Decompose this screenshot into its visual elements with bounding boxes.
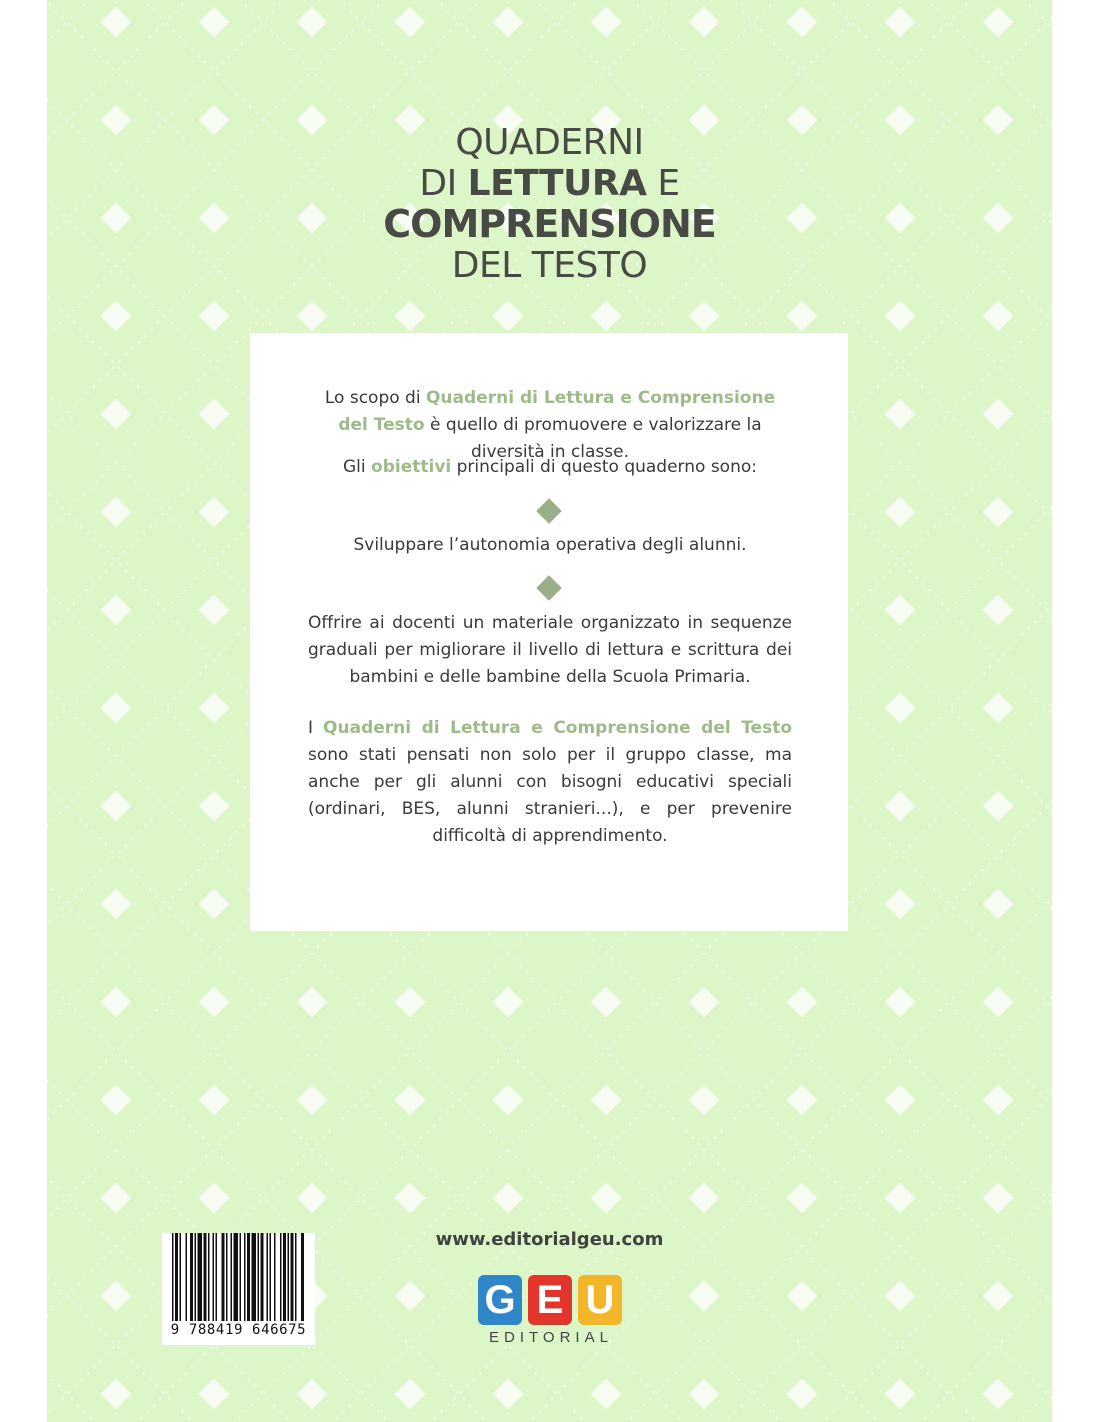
pattern-diamond <box>590 986 621 1017</box>
pattern-diamond <box>884 594 915 625</box>
title-line-4: DEL TESTO <box>451 245 648 286</box>
pattern-diamond <box>982 6 1013 37</box>
book-title <box>47 122 1052 286</box>
pattern-diamond <box>590 1182 621 1213</box>
pattern-diamond <box>100 594 131 625</box>
pattern-diamond <box>982 790 1013 821</box>
pattern-diamond <box>296 1378 327 1409</box>
pattern-diamond <box>296 1182 327 1213</box>
pattern-diamond <box>100 1378 131 1409</box>
pattern-diamond <box>492 1084 523 1115</box>
pattern-diamond <box>884 888 915 919</box>
pattern-diamond <box>394 1182 425 1213</box>
back-cover <box>47 0 1052 1422</box>
pattern-diamond <box>198 888 229 919</box>
pattern-diamond <box>688 6 719 37</box>
pattern-diamond <box>884 1182 915 1213</box>
pattern-diamond <box>786 1378 817 1409</box>
highlight-title: Quaderni di Lettura e Comprensione del Testo <box>323 718 793 738</box>
pattern-diamond <box>982 300 1013 331</box>
pattern-diamond <box>688 986 719 1017</box>
pattern-diamond <box>198 594 229 625</box>
pattern-diamond <box>100 986 131 1017</box>
title-lettura: LETTURA <box>467 163 647 204</box>
pattern-diamond <box>688 1182 719 1213</box>
pattern-diamond <box>100 1280 131 1311</box>
closing-paragraph: I Quaderni di Lettura e Comprensione del Testo sono stati pensati non solo per il gruppo classe, ma anche per gli alunni con bisogni educativi speciali (ordinari, BES, alunni stranieri...), e per prevenire difficoltà di apprendimento. <box>308 718 793 846</box>
pattern-diamond <box>884 692 915 723</box>
logo-letter-e: E <box>528 1275 572 1325</box>
bullet-diamond-icon <box>536 498 561 523</box>
pattern-diamond <box>884 398 915 429</box>
pattern-diamond <box>982 1280 1013 1311</box>
pattern-diamond <box>884 1378 915 1409</box>
pattern-diamond <box>100 888 131 919</box>
pattern-diamond <box>394 300 425 331</box>
pattern-diamond <box>296 1084 327 1115</box>
pattern-diamond <box>982 594 1013 625</box>
objectives-intro: Gli obiettivi principali di questo quaderno sono: <box>343 457 757 477</box>
pattern-diamond <box>982 496 1013 527</box>
bullet-diamond-icon <box>536 575 561 600</box>
pattern-diamond <box>100 6 131 37</box>
pattern-diamond <box>100 1182 131 1213</box>
pattern-diamond <box>394 1084 425 1115</box>
pattern-diamond <box>492 6 523 37</box>
pattern-diamond <box>198 1084 229 1115</box>
pattern-diamond <box>688 1280 719 1311</box>
pattern-diamond <box>786 986 817 1017</box>
pattern-diamond <box>100 496 131 527</box>
pattern-diamond <box>296 300 327 331</box>
pattern-diamond <box>982 986 1013 1017</box>
pattern-diamond <box>982 1378 1013 1409</box>
pattern-diamond <box>982 888 1013 919</box>
pattern-diamond <box>198 790 229 821</box>
pattern-diamond <box>394 986 425 1017</box>
highlight-objectives: obiettivi <box>371 457 452 477</box>
pattern-diamond <box>982 1084 1013 1115</box>
pattern-diamond <box>492 1378 523 1409</box>
logo-letter-g: G <box>478 1275 522 1325</box>
pattern-diamond <box>100 398 131 429</box>
pattern-diamond <box>982 1182 1013 1213</box>
pattern-diamond <box>688 1084 719 1115</box>
pattern-diamond <box>982 398 1013 429</box>
objective-2: Offrire ai docenti un materiale organizzato in sequenze graduali per migliorare il livello di lettura e scrittura dei bambini e delle bambine della Scuola Primaria. <box>308 613 792 687</box>
pattern-diamond <box>786 6 817 37</box>
title-line-2: DI LETTURA E <box>419 163 680 204</box>
pattern-diamond <box>786 1182 817 1213</box>
pattern-diamond <box>884 1084 915 1115</box>
intro-paragraph: Lo scopo di Quaderni di Lettura e Comprensione del Testo è quello di promuovere e valorizzare la diversità in classe. <box>324 388 776 462</box>
pattern-diamond <box>884 986 915 1017</box>
pattern-diamond <box>590 6 621 37</box>
pattern-diamond <box>198 496 229 527</box>
logo-letter-u: U <box>578 1275 622 1325</box>
pattern-diamond <box>884 6 915 37</box>
pattern-diamond <box>590 1084 621 1115</box>
description-box <box>250 333 848 931</box>
pattern-diamond <box>688 300 719 331</box>
pattern-diamond <box>296 6 327 37</box>
pattern-diamond <box>198 1378 229 1409</box>
pattern-diamond <box>394 6 425 37</box>
pattern-diamond <box>884 790 915 821</box>
pattern-diamond <box>100 1084 131 1115</box>
pattern-diamond <box>100 300 131 331</box>
pattern-diamond <box>100 790 131 821</box>
objective-1: Sviluppare l’autonomia operativa degli alunni. <box>353 535 747 555</box>
pattern-diamond <box>884 1280 915 1311</box>
pattern-diamond <box>492 300 523 331</box>
website-link[interactable]: www.editorialgeu.com <box>435 1229 664 1250</box>
pattern-diamond <box>884 300 915 331</box>
pattern-diamond <box>198 300 229 331</box>
pattern-diamond <box>786 1280 817 1311</box>
pattern-diamond <box>590 300 621 331</box>
pattern-diamond <box>394 1280 425 1311</box>
pattern-diamond <box>884 496 915 527</box>
barcode-bars <box>172 1233 305 1321</box>
publisher-logo <box>476 1275 626 1347</box>
pattern-diamond <box>786 300 817 331</box>
title-line-3: COMPRENSIONE <box>383 202 716 246</box>
pattern-diamond <box>296 986 327 1017</box>
pattern-diamond <box>198 986 229 1017</box>
logo-subtitle: EDITORIAL <box>489 1329 613 1346</box>
isbn-barcode <box>162 1233 315 1345</box>
pattern-diamond <box>492 1182 523 1213</box>
pattern-diamond <box>394 1378 425 1409</box>
highlight-title: Quaderni di Lettura e Comprensione del Testo <box>338 388 776 435</box>
pattern-diamond <box>688 1378 719 1409</box>
pattern-diamond <box>982 692 1013 723</box>
pattern-diamond <box>100 692 131 723</box>
pattern-diamond <box>198 6 229 37</box>
isbn-number: 9 788419 646675 <box>170 1322 307 1338</box>
pattern-diamond <box>492 986 523 1017</box>
pattern-diamond <box>198 398 229 429</box>
pattern-diamond <box>786 1084 817 1115</box>
pattern-diamond <box>198 1182 229 1213</box>
title-line-1: QUADERNI <box>455 122 644 163</box>
pattern-diamond <box>198 692 229 723</box>
pattern-diamond <box>590 1378 621 1409</box>
